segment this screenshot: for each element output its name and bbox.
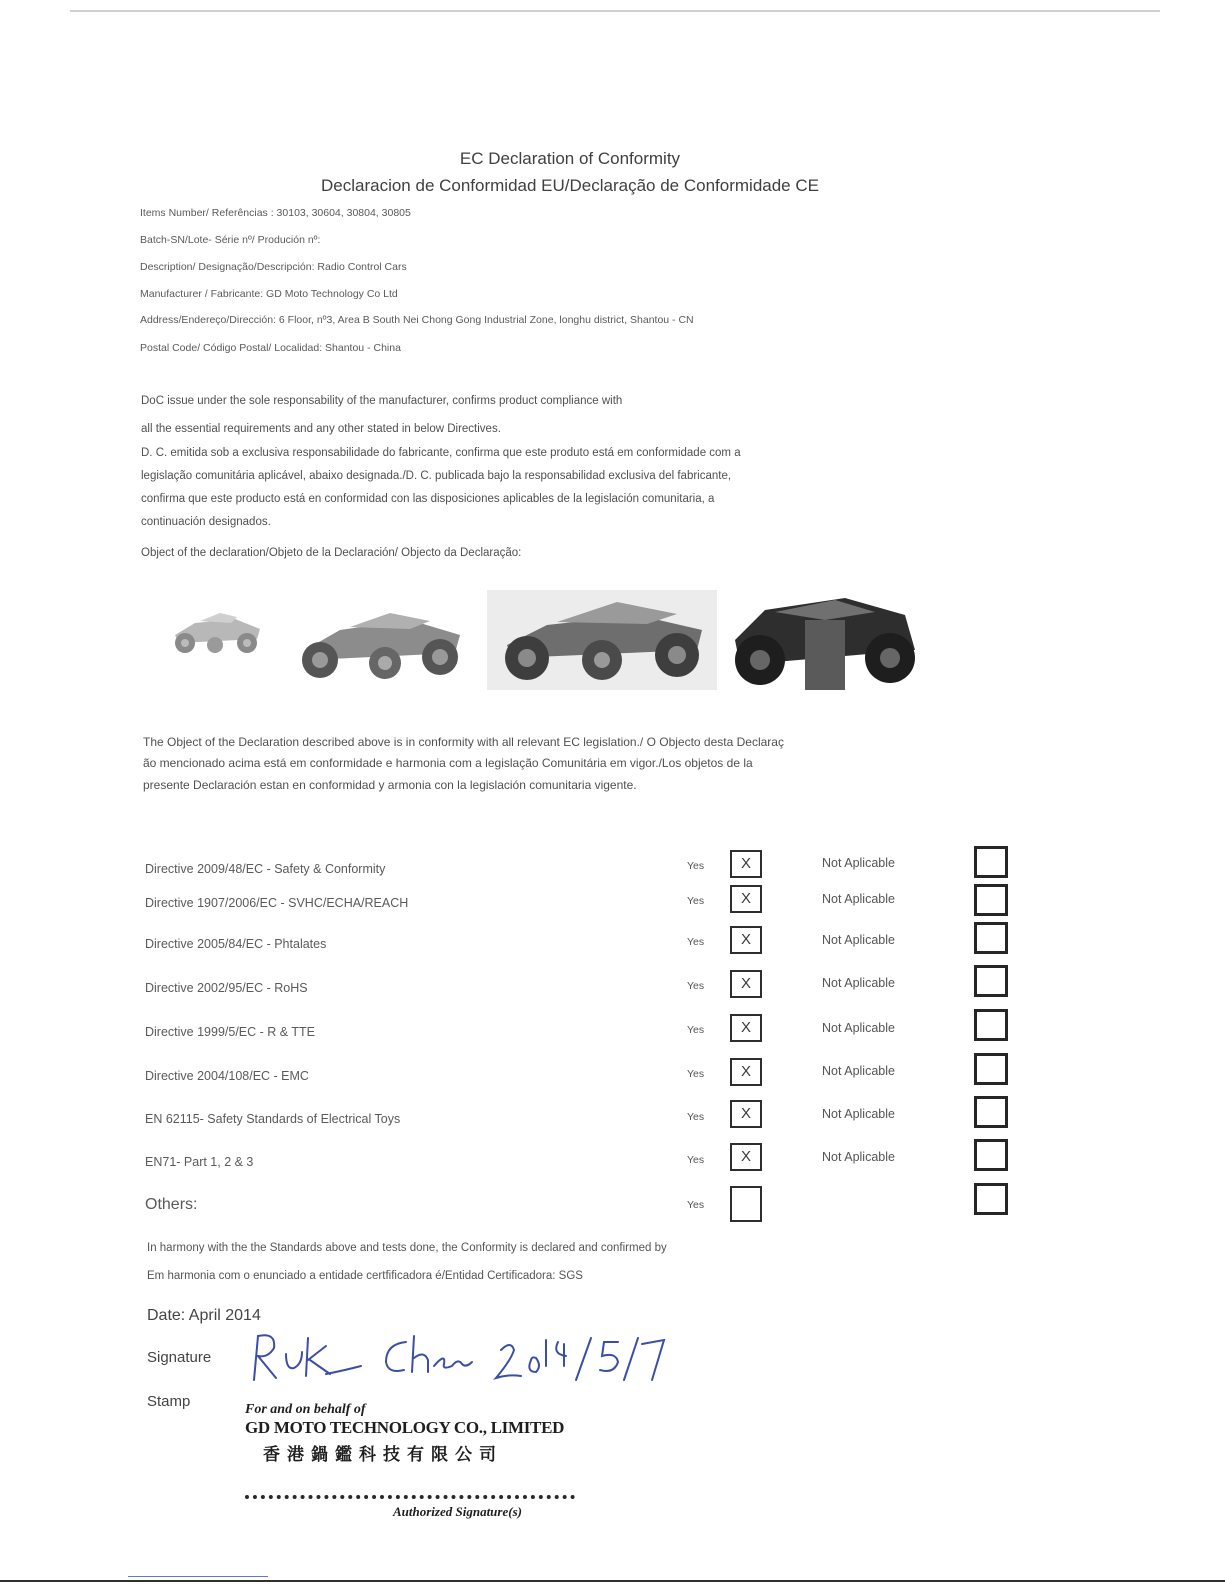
meta-address: Address/Endereço/Dirección: 6 Floor, nº3, Area B South Nei Chong Gong Industrial Zone, longhu district, Shantou - CN xyxy=(140,314,694,326)
yes-checkbox: X xyxy=(730,885,762,913)
meta-manufacturer: Manufacturer / Fabricante: GD Moto Technology Co Ltd xyxy=(140,288,398,300)
not-applicable-checkbox xyxy=(974,1009,1008,1041)
directive-label: Directive 1907/2006/EC - SVHC/ECHA/REACH xyxy=(145,896,409,910)
yes-label: Yes xyxy=(687,895,705,907)
rc-car-photo-2 xyxy=(290,605,475,685)
not-applicable-label: Not Aplicable xyxy=(822,1021,895,1035)
not-applicable-checkbox xyxy=(974,922,1008,954)
yes-label: Yes xyxy=(687,1068,705,1080)
stamp-dotted-line xyxy=(245,1495,575,1499)
rc-car-photo-1 xyxy=(165,605,270,660)
yes-checkbox: X xyxy=(730,1143,762,1171)
conformity-line: The Object of the Declaration described above is in conformity with all relevant EC legislation./ O Objecto desta Declaraç xyxy=(143,735,784,749)
not-applicable-checkbox xyxy=(974,1183,1008,1215)
not-applicable-label: Not Aplicable xyxy=(822,1107,895,1121)
not-applicable-label: Not Aplicable xyxy=(822,1064,895,1078)
doc-line: all the essential requirements and any other stated in below Directives. xyxy=(141,423,501,435)
yes-checkbox: X xyxy=(730,1014,762,1042)
yes-label: Yes xyxy=(687,980,705,992)
stamp-line-behalf: For and on behalf of xyxy=(245,1402,366,1417)
yes-label: Yes xyxy=(687,1199,705,1211)
yes-checkbox: X xyxy=(730,850,762,878)
directive-label: EN71- Part 1, 2 & 3 xyxy=(145,1155,254,1169)
yes-checkbox: X xyxy=(730,926,762,954)
rc-car-photo-3 xyxy=(487,590,717,690)
doc-line: DoC issue under the sole responsability of the manufacturer, confirms product compliance with xyxy=(141,395,623,407)
directive-label: Directive 1999/5/EC - R & TTE xyxy=(145,1025,315,1039)
yes-checkbox xyxy=(730,1186,762,1222)
date-label: Date: April 2014 xyxy=(147,1307,261,1324)
yes-checkbox: X xyxy=(730,1100,762,1128)
doc-line: continuación designados. xyxy=(141,516,271,528)
yes-checkbox: X xyxy=(730,1058,762,1086)
directive-label: Directive 2004/108/EC - EMC xyxy=(145,1069,309,1083)
meta-description: Description/ Designação/Descripción: Radio Control Cars xyxy=(140,261,407,273)
not-applicable-label: Not Aplicable xyxy=(822,1150,895,1164)
rc-car-photo-4 xyxy=(725,590,925,700)
stamp-line-company: GD MOTO TECHNOLOGY CO., LIMITED xyxy=(245,1418,565,1437)
yes-label: Yes xyxy=(687,1154,705,1166)
conformity-line: presente Declaración estan en conformidad y armonia con la legislación comunitaria vigente. xyxy=(143,778,637,792)
not-applicable-checkbox xyxy=(974,1139,1008,1171)
stamp-authorized-signature: Authorized Signature(s) xyxy=(393,1504,522,1519)
yes-checkbox: X xyxy=(730,970,762,998)
not-applicable-checkbox xyxy=(974,1053,1008,1085)
yes-label: Yes xyxy=(687,860,705,872)
scan-edge-link xyxy=(128,1576,268,1577)
meta-items-number: Items Number/ Referências : 30103, 30604, 30804, 30805 xyxy=(140,207,411,219)
signature-label: Signature xyxy=(147,1349,212,1366)
doc-line: confirma que este producto está en conformidad con las disposiciones aplicables de la legislación comunitaria, a xyxy=(141,493,715,505)
yes-label: Yes xyxy=(687,1111,705,1123)
scan-edge-bottom xyxy=(0,1580,1225,1582)
meta-batch: Batch-SN/Lote- Série nº/ Produción nº: xyxy=(140,234,321,246)
stamp-label: Stamp xyxy=(147,1393,191,1410)
not-applicable-checkbox xyxy=(974,884,1008,916)
handwritten-signature xyxy=(246,1330,666,1395)
company-stamp xyxy=(245,1402,585,1532)
object-label: Object of the declaration/Objeto de la Declaración/ Objecto da Declaração: xyxy=(141,547,522,559)
stamp-line-chinese: 香港鍋鑑科技有限公司 xyxy=(263,1445,503,1465)
yes-label: Yes xyxy=(687,936,705,948)
directive-label-others: Others: xyxy=(145,1196,198,1213)
directive-label: Directive 2009/48/EC - Safety & Conformity xyxy=(145,862,386,876)
not-applicable-label: Not Aplicable xyxy=(822,856,895,870)
document-subtitle: Declaracion de Conformidad EU/Declaração de Conformidade CE xyxy=(321,176,819,195)
yes-label: Yes xyxy=(687,1024,705,1036)
meta-postal-code: Postal Code/ Código Postal/ Localidad: Shantou - China xyxy=(140,342,401,354)
not-applicable-checkbox xyxy=(974,1096,1008,1128)
doc-line: D. C. emitida sob a exclusiva responsabilidade do fabricante, confirma que este produto está em conformidade com a xyxy=(141,447,741,459)
not-applicable-checkbox xyxy=(974,846,1008,878)
not-applicable-label: Not Aplicable xyxy=(822,933,895,947)
scan-edge-top xyxy=(70,10,1160,12)
document-title: EC Declaration of Conformity xyxy=(459,149,681,168)
not-applicable-label: Not Aplicable xyxy=(822,892,895,906)
not-applicable-checkbox xyxy=(974,965,1008,997)
directive-label: Directive 2005/84/EC - Phtalates xyxy=(145,937,327,951)
conformity-line: ão mencionado acima está em conformidade e harmonia com a legislação Comunitária em vigor./Los objetos de la xyxy=(143,756,753,770)
directive-label: EN 62115- Safety Standards of Electrical Toys xyxy=(145,1112,401,1126)
harmony-line-pt: Em harmonia com o enunciado a entidade certfificadora é/Entidad Certificadora: SGS xyxy=(147,1270,583,1282)
directive-label: Directive 2002/95/EC - RoHS xyxy=(145,981,308,995)
doc-line: legislação comunitária aplicável, abaixo designada./D. C. publicada bajo la responsabilidad exclusiva del fabricante, xyxy=(141,470,732,482)
not-applicable-label: Not Aplicable xyxy=(822,976,895,990)
harmony-line-en: In harmony with the the Standards above and tests done, the Conformity is declared and confirmed by xyxy=(147,1242,667,1254)
